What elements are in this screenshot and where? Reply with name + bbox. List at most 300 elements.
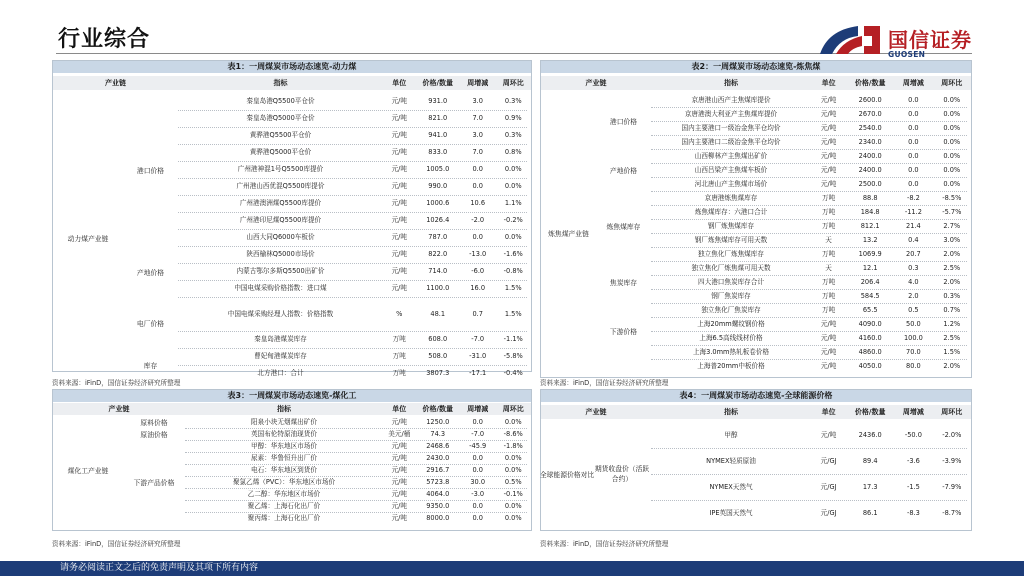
t2-change: 0.5 — [908, 306, 919, 314]
t4-subgroup-label: 期货收盘价（活跃合约） — [594, 465, 650, 483]
t3-value: 2916.7 — [426, 466, 450, 474]
t2-indicator: 独立焦化厂炼焦煤可用天数 — [691, 264, 771, 272]
t2-value: 2500.0 — [858, 180, 882, 188]
t3-col-header: 周环比 — [502, 405, 524, 413]
t2-unit: 元/吨 — [820, 334, 837, 342]
t2-value: 1069.9 — [858, 250, 882, 258]
t1-indicator: 广州港澳洲煤Q5500库提价 — [239, 199, 322, 207]
t4-unit: 元/GJ — [820, 483, 837, 491]
t4-value: 89.4 — [862, 457, 878, 465]
t4-pct: -2.0% — [942, 431, 962, 439]
t2-indicator: 上海普20mm中板价格 — [697, 362, 765, 370]
t3-source: 资料来源：iFinD，国信证券经济研究所整理 — [52, 540, 181, 548]
t2-col-header: 单位 — [821, 79, 836, 87]
t2-change: 0.4 — [908, 236, 919, 244]
t1-change: 3.0 — [472, 131, 483, 139]
t2-pct: 0.0% — [943, 180, 961, 188]
t3-unit: 元/吨 — [391, 502, 407, 510]
t1-unit: 元/吨 — [391, 182, 407, 190]
t4-change: -8.3 — [906, 509, 920, 517]
t2-unit: 万吨 — [822, 222, 836, 230]
t4-indicator: NYMEX天然气 — [709, 483, 753, 491]
t3-col-header: 周增减 — [467, 405, 489, 413]
t4-group-label: 全球能源价格对比 — [539, 471, 595, 479]
t1-col-header: 价格/数量 — [422, 79, 454, 87]
t1-change: 0.7 — [472, 310, 483, 318]
t3-indicator: 甲醇：华东地区市场价 — [251, 442, 317, 450]
t2-value: 88.8 — [862, 194, 878, 202]
t2-change: 21.4 — [906, 222, 921, 230]
t1-indicator: 广州港山西优混Q5500库提价 — [236, 182, 325, 190]
t2-source: 资料来源：iFinD，国信证券经济研究所整理 — [540, 379, 669, 387]
t2-group-label: 炼焦煤产业链 — [548, 230, 589, 238]
t1-unit: 元/吨 — [391, 148, 407, 156]
t2-change: 100.0 — [903, 334, 923, 342]
t1-indicator: 北方港口：合计 — [257, 369, 304, 377]
t2-value: 2340.0 — [858, 138, 882, 146]
t2-pct: -5.7% — [942, 208, 962, 216]
t1-pct: -0.2% — [503, 216, 523, 224]
t4-unit: 元/GJ — [820, 509, 837, 517]
t1-pct: -0.4% — [503, 369, 523, 377]
t3-unit: 元/吨 — [391, 418, 407, 426]
t1-value: 941.0 — [428, 131, 448, 139]
t4-title: 表4：一周煤炭市场动态速览-全球能源价格 — [541, 390, 971, 402]
t3-change: 0.0 — [472, 418, 483, 426]
t1-indicator: 黄骅港Q5000平仓价 — [249, 148, 312, 156]
t2-indicator: 上海6.5高线线材价格 — [699, 334, 763, 342]
t3-value: 74.3 — [430, 430, 446, 438]
t1-change: 16.0 — [470, 284, 486, 292]
t3-col-header: 价格/数量 — [422, 405, 454, 413]
t1-col-header: 周增减 — [467, 79, 489, 87]
t2-pct: 0.0% — [943, 96, 961, 104]
page-title: 行业综合 — [58, 27, 151, 52]
t1-unit: 元/吨 — [391, 114, 407, 122]
t2-pct: 2.0% — [943, 362, 961, 370]
t3-unit: 元/吨 — [391, 478, 407, 486]
t4-indicator: NYMEX轻质原油 — [706, 457, 756, 465]
t1-indicator: 中国电煤采购经理人指数：价格指数 — [227, 310, 334, 318]
t1-change: 10.6 — [470, 199, 486, 207]
t2-change: 80.0 — [906, 362, 921, 370]
t1-pct: 0.9% — [504, 114, 522, 122]
t3-col-header: 产业链 — [108, 405, 130, 413]
t3-pct: 0.0% — [504, 454, 522, 462]
t1-change: -7.0 — [471, 335, 485, 343]
t1-change: -2.0 — [471, 216, 485, 224]
t1-indicator: 秦皇岛港Q5000平仓价 — [246, 114, 315, 122]
t4-change: -1.5 — [906, 483, 920, 491]
t2-unit: 元/吨 — [820, 110, 837, 118]
t2-indicator: 国内主要港口二级冶金焦平仓均价 — [681, 138, 781, 146]
t2-indicator: 上海20mm螺纹钢价格 — [697, 320, 765, 328]
t2-value: 584.5 — [860, 292, 880, 300]
t2-change: -8.2 — [906, 194, 920, 202]
t2-title: 表2：一周煤炭市场动态速览-炼焦煤 — [541, 61, 971, 73]
t4-col-header: 产业链 — [585, 408, 607, 416]
t2-unit: 万吨 — [822, 306, 836, 314]
t2-pct: 0.0% — [943, 166, 961, 174]
t2-change: 2.0 — [908, 292, 919, 300]
t1-source: 资料来源：iFinD，国信证券经济研究所整理 — [52, 379, 181, 387]
t4-col-header: 周增减 — [902, 408, 924, 416]
t3-subgroup-label: 下游产品价格 — [133, 479, 175, 487]
t2-unit: 元/吨 — [820, 138, 837, 146]
t3-col-header: 单位 — [392, 405, 407, 413]
t2-pct: 1.2% — [943, 320, 961, 328]
t3-value: 2468.6 — [426, 442, 450, 450]
t2-unit: 万吨 — [822, 194, 836, 202]
t4-value: 2436.0 — [858, 431, 882, 439]
t3-change: 30.0 — [470, 478, 486, 486]
t2-pct: 2.0% — [943, 278, 961, 286]
t3-pct: -0.1% — [503, 490, 523, 498]
t4-value: 17.3 — [862, 483, 878, 491]
t2-col-header: 周增减 — [902, 79, 924, 87]
t4-col-header: 单位 — [821, 408, 836, 416]
t2-col-header: 产业链 — [585, 79, 607, 87]
t3-value: 5723.8 — [426, 478, 450, 486]
t3-value: 9350.0 — [426, 502, 450, 510]
t1-unit: 元/吨 — [391, 131, 407, 139]
t2-pct: 0.0% — [943, 124, 961, 132]
t3-change: 0.0 — [472, 514, 483, 522]
t1-indicator: 山西大同Q6000车板价 — [246, 233, 315, 241]
t3-change: 0.0 — [472, 466, 483, 474]
t2-unit: 元/吨 — [820, 362, 837, 370]
t2-change: 0.0 — [908, 166, 919, 174]
t2-pct: 2.5% — [943, 334, 961, 342]
t2-indicator: 京唐港山西产主焦煤库提价 — [691, 96, 771, 104]
t1-value: 822.0 — [428, 250, 448, 258]
t2-value: 4050.0 — [858, 362, 882, 370]
t1-value: 990.0 — [428, 182, 448, 190]
t1-value: 787.0 — [428, 233, 448, 241]
t3-indicator: 尿素：华鲁恒升出厂价 — [251, 454, 317, 462]
t2-indicator: 国内主要港口一级冶金焦平仓均价 — [681, 124, 781, 132]
t2-change: 0.3 — [908, 264, 919, 272]
t4-value: 86.1 — [862, 509, 878, 517]
t1-indicator: 秦皇岛港煤炭库存 — [254, 335, 307, 343]
t2-change: 20.7 — [906, 250, 921, 258]
t3-change: -7.0 — [471, 430, 485, 438]
t1-col-header: 周环比 — [502, 79, 524, 87]
t1-change: 7.0 — [472, 114, 483, 122]
t2-indicator: 钢厂焦炭库存 — [711, 292, 751, 300]
t4-pct: -7.9% — [942, 483, 962, 491]
t3-value: 8000.0 — [426, 514, 450, 522]
t1-unit: 元/吨 — [391, 250, 407, 258]
t4-indicator: IPE英国天然气 — [709, 509, 753, 517]
t2-change: 0.0 — [908, 152, 919, 160]
t4-col-header: 价格/数量 — [854, 408, 886, 416]
t1-value: 1026.4 — [426, 216, 450, 224]
t1-subgroup-label: 库存 — [143, 362, 158, 370]
t1-indicator: 陕西榆林Q5000市场价 — [246, 250, 315, 258]
t1-pct: 1.5% — [504, 310, 522, 318]
t2-pct: 2.5% — [943, 264, 961, 272]
t1-pct: 0.0% — [504, 182, 522, 190]
t2-change: 0.0 — [908, 138, 919, 146]
t1-unit: 元/吨 — [391, 284, 407, 292]
t4-unit: 元/GJ — [820, 457, 837, 465]
table-thermal-coal — [52, 60, 532, 377]
t2-indicator: 河北唐山产主焦煤市场价 — [694, 180, 768, 188]
t3-indicator: 聚丙烯：上海石化出厂价 — [247, 514, 321, 522]
t3-unit: 元/吨 — [391, 490, 407, 498]
t2-unit: 天 — [825, 236, 832, 244]
t2-indicator: 钢厂炼焦煤库存可用天数 — [694, 236, 768, 244]
t2-indicator: 独立焦化厂焦炭库存 — [701, 306, 761, 314]
t1-change: 3.0 — [472, 97, 483, 105]
t2-indicator: 独立焦化厂炼焦煤库存 — [698, 250, 764, 258]
t1-pct: 0.3% — [504, 97, 522, 105]
t2-unit: 万吨 — [822, 278, 836, 286]
t1-value: 48.1 — [430, 310, 446, 318]
t2-change: 70.0 — [906, 348, 921, 356]
t4-col-header: 周环比 — [941, 408, 963, 416]
t3-indicator: 电石：华东地区到货价 — [251, 466, 317, 474]
t2-value: 12.1 — [862, 264, 878, 272]
t2-value: 206.4 — [860, 278, 880, 286]
t2-value: 2600.0 — [858, 96, 882, 104]
t1-col-header: 产业链 — [105, 79, 126, 87]
t2-pct: 0.0% — [943, 110, 961, 118]
t3-indicator: 乙二醇：华东地区市场价 — [247, 490, 321, 498]
t1-unit: 元/吨 — [391, 97, 407, 105]
t1-value: 1100.0 — [426, 284, 450, 292]
t1-unit: 元/吨 — [391, 216, 407, 224]
t4-change: -50.0 — [904, 431, 922, 439]
t2-unit: 元/吨 — [820, 320, 837, 328]
company-logo — [818, 20, 978, 60]
t2-indicator: 京唐港炼焦煤库存 — [704, 194, 758, 202]
t1-col-header: 指标 — [273, 79, 288, 87]
t1-value: 1005.0 — [426, 165, 450, 173]
t1-value: 608.0 — [428, 335, 448, 343]
t1-indicator: 黄骅港Q5500平仓价 — [249, 131, 312, 139]
t1-pct: 0.8% — [504, 148, 522, 156]
t2-col-header: 周环比 — [941, 79, 963, 87]
t3-pct: 0.0% — [504, 514, 522, 522]
t2-pct: -8.5% — [942, 194, 962, 202]
t4-source: 资料来源：iFinD，国信证券经济研究所整理 — [540, 540, 669, 548]
t3-change: 0.0 — [472, 454, 483, 462]
t1-value: 821.0 — [428, 114, 448, 122]
t2-col-header: 指标 — [724, 79, 738, 87]
t2-value: 2540.0 — [858, 124, 882, 132]
t1-pct: 0.0% — [504, 233, 522, 241]
footer-disclaimer: 请务必阅读正文之后的免责声明及其项下所有内容 — [60, 563, 259, 573]
t2-unit: 万吨 — [822, 250, 836, 258]
t2-pct: 0.0% — [943, 152, 961, 160]
t2-change: 0.0 — [908, 96, 919, 104]
t2-unit: 万吨 — [822, 292, 836, 300]
t2-value: 4090.0 — [858, 320, 882, 328]
t2-indicator: 上海3.0mm热轧板卷价格 — [692, 348, 770, 356]
t4-unit: 元/吨 — [820, 431, 837, 439]
t1-change: 0.0 — [472, 182, 483, 190]
t1-value: 714.0 — [428, 267, 448, 275]
t1-indicator: 中国电煤采购价格指数：进口煤 — [234, 284, 327, 292]
t3-unit: 元/吨 — [391, 466, 407, 474]
t3-value: 1250.0 — [426, 418, 450, 426]
t2-subgroup-label: 焦炭库存 — [609, 279, 638, 287]
t1-indicator: 曹妃甸港煤炭库存 — [254, 352, 307, 360]
t1-indicator: 广州港印尼煤Q5500库提价 — [239, 216, 322, 224]
t3-pct: 0.0% — [504, 418, 522, 426]
logo-mark-icon — [818, 20, 884, 60]
t2-change: -11.2 — [904, 208, 922, 216]
t2-subgroup-label: 产地价格 — [609, 167, 638, 175]
t2-value: 4860.0 — [858, 348, 882, 356]
t2-pct: 2.7% — [943, 222, 961, 230]
t1-pct: -0.8% — [503, 267, 523, 275]
t2-indicator: 山西吕梁产主焦煤车板价 — [694, 166, 768, 174]
t4-pct: -8.7% — [942, 509, 962, 517]
t2-value: 13.2 — [862, 236, 878, 244]
table-coking-coal — [540, 60, 972, 378]
t3-indicator: 聚氯乙烯（PVC）：华东地区市场价 — [232, 478, 336, 486]
t1-indicator: 内蒙古鄂尔多斯Q5500出矿价 — [236, 267, 325, 275]
t3-pct: 0.0% — [504, 466, 522, 474]
t2-subgroup-label: 港口价格 — [609, 118, 638, 126]
t2-unit: 万吨 — [822, 208, 836, 216]
t2-change: 4.0 — [908, 278, 919, 286]
t1-value: 1000.6 — [426, 199, 450, 207]
t3-pct: -8.6% — [503, 430, 523, 438]
t1-unit: 元/吨 — [391, 165, 407, 173]
t2-unit: 元/吨 — [820, 124, 837, 132]
t3-unit: 美元/桶 — [388, 430, 411, 438]
t3-value: 4064.0 — [426, 490, 450, 498]
footer-bar — [0, 561, 1024, 576]
t2-indicator: 炼焦煤库存：六港口合计 — [694, 208, 768, 216]
t1-pct: 1.5% — [504, 284, 522, 292]
t1-pct: -1.6% — [503, 250, 523, 258]
t3-unit: 元/吨 — [391, 514, 407, 522]
t1-pct: -1.1% — [503, 335, 523, 343]
t1-value: 3807.3 — [426, 369, 450, 377]
t1-group-label: 动力煤产业链 — [67, 234, 109, 243]
t2-unit: 元/吨 — [820, 180, 837, 188]
t1-unit: 元/吨 — [391, 267, 407, 275]
t3-indicator: 聚乙烯：上海石化出厂价 — [247, 502, 321, 510]
t4-indicator: 甲醇 — [724, 431, 738, 439]
t3-indicator: 英国布伦特原油现货价 — [251, 430, 317, 438]
t3-pct: 0.0% — [504, 502, 522, 510]
t3-pct: 0.5% — [504, 478, 522, 486]
t1-unit: 万吨 — [392, 352, 406, 360]
t1-unit: 万吨 — [392, 369, 406, 377]
t1-value: 833.0 — [428, 148, 448, 156]
t3-pct: -1.8% — [503, 442, 523, 450]
t2-change: 0.0 — [908, 110, 919, 118]
t4-change: -3.6 — [906, 457, 920, 465]
logo-name-en: GUOSEN — [888, 50, 926, 59]
t2-pct: 1.5% — [943, 348, 961, 356]
t1-change: -17.1 — [469, 369, 487, 377]
t2-unit: 元/吨 — [820, 166, 837, 174]
t1-unit: % — [396, 310, 403, 318]
t2-value: 65.5 — [862, 306, 878, 314]
t3-title: 表3：一周煤炭市场动态速览-煤化工 — [53, 390, 531, 402]
t2-change: 50.0 — [906, 320, 921, 328]
t2-value: 4160.0 — [858, 334, 882, 342]
t2-unit: 元/吨 — [820, 152, 837, 160]
t2-unit: 元/吨 — [820, 348, 837, 356]
t2-indicator: 山西柳林产主焦煤出矿价 — [694, 152, 768, 160]
t1-change: -31.0 — [469, 352, 487, 360]
t1-pct: 0.3% — [504, 131, 522, 139]
t1-value: 508.0 — [428, 352, 448, 360]
t2-value: 2670.0 — [858, 110, 882, 118]
t2-subgroup-label: 炼焦煤库存 — [606, 223, 641, 231]
t2-unit: 天 — [825, 264, 832, 272]
t1-pct: 1.1% — [504, 199, 522, 207]
t2-value: 812.1 — [860, 222, 880, 230]
logo-name-cn: 国信证券 — [888, 28, 972, 52]
t2-indicator: 四大港口焦炭库存合计 — [698, 278, 764, 286]
t1-title: 表1：一周煤炭市场动态速览-动力煤 — [53, 61, 531, 73]
t3-col-header: 指标 — [277, 405, 291, 413]
t3-unit: 元/吨 — [391, 442, 407, 450]
t1-change: 0.0 — [472, 233, 483, 241]
t2-pct: 0.3% — [943, 292, 961, 300]
t2-value: 2400.0 — [858, 152, 882, 160]
table-global-energy — [540, 389, 972, 531]
t2-pct: 0.0% — [943, 138, 961, 146]
t2-col-header: 价格/数量 — [854, 79, 886, 87]
t1-value: 931.0 — [428, 97, 448, 105]
t1-pct: 0.0% — [504, 165, 522, 173]
t1-unit: 万吨 — [392, 335, 406, 343]
t2-indicator: 京唐港澳大利亚产主焦煤库提价 — [684, 110, 778, 118]
t1-pct: -5.8% — [503, 352, 523, 360]
t1-change: -13.0 — [469, 250, 487, 258]
t2-pct: 2.0% — [943, 250, 961, 258]
t2-unit: 元/吨 — [820, 96, 837, 104]
t3-change: -3.0 — [471, 490, 485, 498]
t1-subgroup-label: 电厂价格 — [136, 319, 165, 328]
t2-change: 0.0 — [908, 180, 919, 188]
t3-group-label: 煤化工产业链 — [67, 467, 109, 475]
t1-unit: 元/吨 — [391, 233, 407, 241]
t3-change: -45.9 — [469, 442, 487, 450]
t2-value: 184.8 — [860, 208, 880, 216]
t3-value: 2430.0 — [426, 454, 450, 462]
t3-subgroup-label: 原料价格 — [140, 419, 168, 427]
t1-col-header: 单位 — [392, 79, 407, 87]
t1-unit: 元/吨 — [391, 199, 407, 207]
t1-subgroup-label: 产地价格 — [136, 268, 165, 277]
t4-pct: -3.9% — [942, 457, 962, 465]
t2-change: 0.0 — [908, 124, 919, 132]
t3-unit: 元/吨 — [391, 454, 407, 462]
t3-subgroup-label: 原油价格 — [140, 431, 168, 439]
table-coal-chemical — [52, 389, 532, 531]
t1-change: -6.0 — [471, 267, 485, 275]
t3-indicator: 阳泉小块无烟煤出矿价 — [251, 418, 317, 426]
t2-pct: 0.7% — [943, 306, 961, 314]
t2-indicator: 钢厂炼焦煤库存 — [707, 222, 755, 230]
t1-subgroup-label: 港口价格 — [136, 166, 165, 175]
t2-pct: 3.0% — [943, 236, 961, 244]
t1-change: 0.0 — [472, 165, 483, 173]
t3-change: 0.0 — [472, 502, 483, 510]
t1-indicator: 广州港神混1号Q5500库提价 — [237, 165, 324, 173]
